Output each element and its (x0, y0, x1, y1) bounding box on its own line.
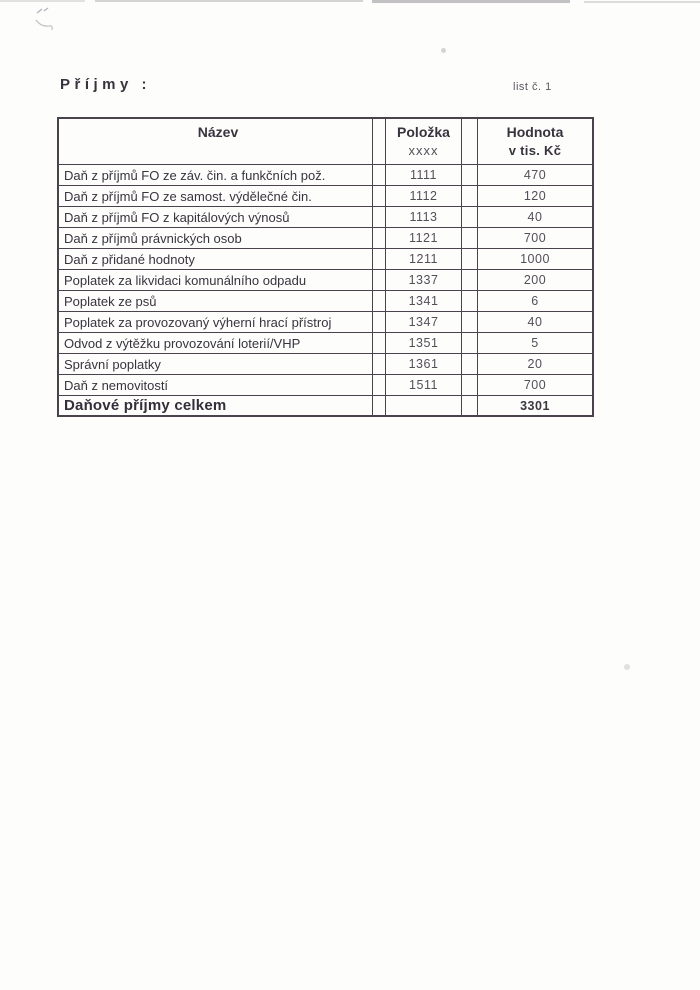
column-divider (462, 269, 477, 290)
column-divider (462, 353, 477, 374)
row-name-text: Daň z příjmů FO z kapitálových výnosů (64, 209, 290, 225)
table-row-value: 200 (477, 269, 592, 290)
table-row-name (59, 269, 373, 290)
column-header-value-sublabel: v tis. Kč (508, 143, 562, 158)
page-title: Příjmy : (60, 76, 152, 93)
table-row-value: 20 (477, 353, 592, 374)
scan-speck (624, 664, 630, 670)
column-divider (462, 311, 477, 332)
column-divider (373, 164, 385, 185)
scan-edge-artifact (584, 1, 700, 3)
column-header-value-label: Hodnota (506, 124, 564, 140)
column-divider (373, 374, 385, 395)
table-row-item: 1112 (385, 185, 462, 206)
table-row-item: 1341 (385, 290, 462, 311)
table-row-item: 1347 (385, 311, 462, 332)
table-row-name (59, 353, 373, 374)
row-name-text: Daň z příjmů právnických osob (64, 230, 242, 246)
column-divider (462, 185, 477, 206)
income-table (57, 117, 594, 417)
scan-speck (441, 48, 446, 53)
table-row-name (59, 164, 373, 185)
total-row-value: 3301 (477, 395, 592, 415)
column-divider (373, 119, 385, 164)
scan-edge-artifact (372, 0, 570, 3)
row-name-text: Daň z příjmů FO ze záv. čin. a funkčních pož. (64, 167, 326, 183)
column-header-item-label: Položka (397, 124, 450, 140)
row-name-text: Poplatek za provozovaný výherní hrací přístroj (64, 314, 332, 330)
table-row-name (59, 185, 373, 206)
row-name-text: Daň z příjmů FO ze samost. výdělečné čin. (64, 188, 312, 204)
table-row-value: 120 (477, 185, 592, 206)
column-divider (373, 332, 385, 353)
row-name-text: Poplatek ze psů (64, 293, 157, 309)
column-divider (462, 395, 477, 415)
column-divider (373, 290, 385, 311)
column-divider (462, 227, 477, 248)
column-divider (373, 248, 385, 269)
table-row-item: 1111 (385, 164, 462, 185)
table-row-value: 470 (477, 164, 592, 185)
table-row-name (59, 311, 373, 332)
table-row-name (59, 248, 373, 269)
column-divider (462, 164, 477, 185)
column-divider (373, 395, 385, 415)
column-header-name (59, 119, 373, 164)
row-name-text: Odvod z výtěžku provozování loterií/VHP (64, 335, 301, 351)
column-divider (462, 248, 477, 269)
table-row-name (59, 206, 373, 227)
column-divider (462, 206, 477, 227)
table-row-item: 1121 (385, 227, 462, 248)
column-divider (462, 119, 477, 164)
table-row-item: 1511 (385, 374, 462, 395)
column-divider (373, 269, 385, 290)
scan-edge-artifact (95, 0, 363, 2)
column-header-value (477, 119, 592, 164)
row-name-text: Správní poplatky (64, 356, 161, 372)
table-row-item: 1361 (385, 353, 462, 374)
table-row-value: 1000 (477, 248, 592, 269)
column-divider (373, 206, 385, 227)
column-divider (462, 290, 477, 311)
column-divider (373, 311, 385, 332)
column-divider (373, 353, 385, 374)
table-row-item: 1351 (385, 332, 462, 353)
table-row-item: 1211 (385, 248, 462, 269)
column-header-name-label: Název (197, 124, 239, 140)
table-row-value: 6 (477, 290, 592, 311)
pencil-scribble-mark (30, 4, 76, 36)
column-header-item-sublabel: xxxx (408, 143, 439, 158)
table-row-name (59, 332, 373, 353)
scan-edge-artifact (0, 0, 85, 2)
table-row-value: 40 (477, 311, 592, 332)
row-name-text: Poplatek za likvidaci komunálního odpadu (64, 272, 307, 288)
sheet-number-label: list č. 1 (513, 81, 552, 93)
table-row-name (59, 227, 373, 248)
table-row-value: 700 (477, 374, 592, 395)
column-header-item (385, 119, 462, 164)
table-row-value: 5 (477, 332, 592, 353)
table-row-value: 700 (477, 227, 592, 248)
table-row-item: 1113 (385, 206, 462, 227)
column-divider (373, 227, 385, 248)
column-divider (462, 332, 477, 353)
column-divider (462, 374, 477, 395)
row-name-text: Daň z přidané hodnoty (64, 251, 195, 267)
table-row-name (59, 374, 373, 395)
row-name-text: Daň z nemovitostí (64, 377, 169, 393)
table-row-name (59, 290, 373, 311)
total-row-item-empty (385, 395, 462, 415)
table-row-value: 40 (477, 206, 592, 227)
table-row-item: 1337 (385, 269, 462, 290)
column-divider (373, 185, 385, 206)
total-row-label: Daňové příjmy celkem (59, 395, 373, 415)
